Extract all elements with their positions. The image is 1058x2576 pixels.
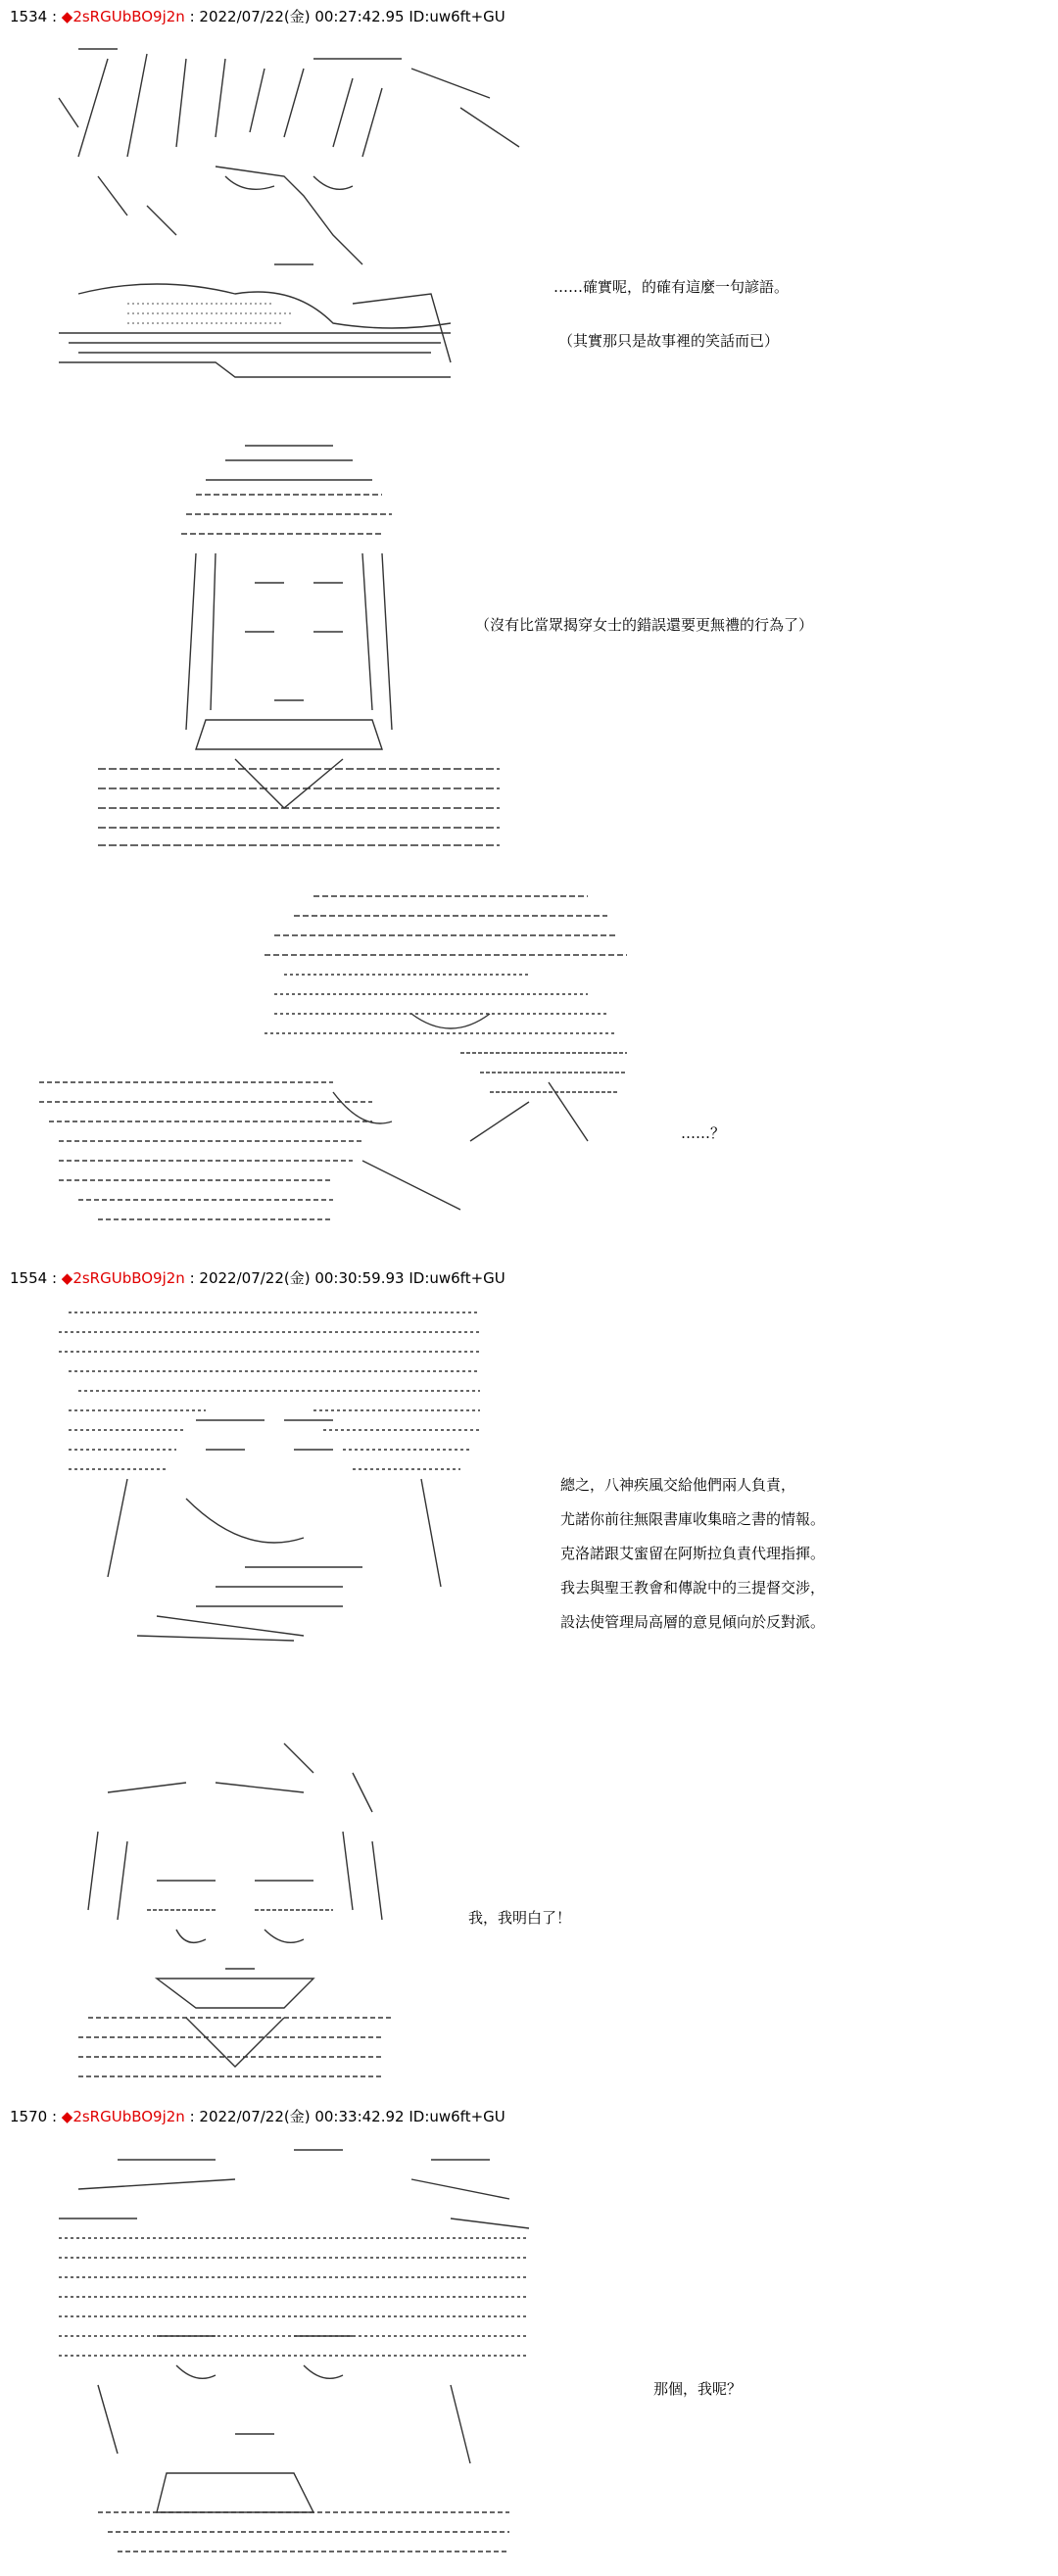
post-number: 1554 — [10, 1269, 48, 1287]
post-header: 1534 : ◆2sRGUbBO9j2n : 2022/07/22(金) 00:27:42.95 ID:uw6ft+GU — [10, 8, 505, 25]
ascii-art-panel-1 — [39, 39, 588, 392]
dialog-line: 那個，我呢？ — [653, 2380, 743, 2398]
post-number: 1534 — [10, 8, 48, 25]
dialog-line: 總之，八神疾風交給他們兩人負責， — [560, 1476, 796, 1494]
ascii-art-panel-6 — [39, 2140, 549, 2571]
ascii-art-panel-5 — [59, 1734, 411, 2096]
ascii-art-panel-2 — [88, 436, 519, 852]
post-meta: 2022/07/22(金) 00:27:42.95 ID:uw6ft+GU — [199, 8, 505, 25]
post-meta: 2022/07/22(金) 00:33:42.92 ID:uw6ft+GU — [199, 2108, 505, 2125]
post-header: 1570 : ◆2sRGUbBO9j2n : 2022/07/22(金) 00:33:42.92 ID:uw6ft+GU — [10, 2108, 505, 2125]
post-header: 1554 : ◆2sRGUbBO9j2n : 2022/07/22(金) 00:30:59.93 ID:uw6ft+GU — [10, 1269, 505, 1287]
post-meta: 2022/07/22(金) 00:30:59.93 ID:uw6ft+GU — [199, 1269, 505, 1287]
ascii-art-panel-3 — [39, 886, 666, 1239]
ascii-art-panel-4 — [49, 1303, 490, 1665]
dialog-line: （沒有比當眾揭穿女士的錯誤還要更無禮的行為了） — [475, 616, 814, 634]
post-number: 1570 — [10, 2108, 48, 2125]
dialog-line: 我，我明白了！ — [468, 1909, 572, 1927]
dialog-line: ……確實呢，的確有這麼一句諺語。 — [553, 278, 790, 296]
post-trip[interactable]: ◆2sRGUbBO9j2n — [61, 8, 185, 25]
dialog-line: ……？ — [681, 1124, 726, 1142]
dialog-line: 設法使管理局高層的意見傾向於反對派。 — [560, 1613, 826, 1631]
dialog-line: 我去與聖王教會和傳說中的三提督交涉， — [560, 1579, 826, 1597]
post-trip[interactable]: ◆2sRGUbBO9j2n — [61, 2108, 185, 2125]
dialog-line: （其實那只是故事裡的笑話而已） — [558, 332, 780, 350]
post-trip[interactable]: ◆2sRGUbBO9j2n — [61, 1269, 185, 1287]
dialog-line: 克洛諾跟艾蜜留在阿斯拉負責代理指揮。 — [560, 1545, 826, 1562]
dialog-line: 尤諾你前往無限書庫收集暗之書的情報。 — [560, 1510, 826, 1528]
